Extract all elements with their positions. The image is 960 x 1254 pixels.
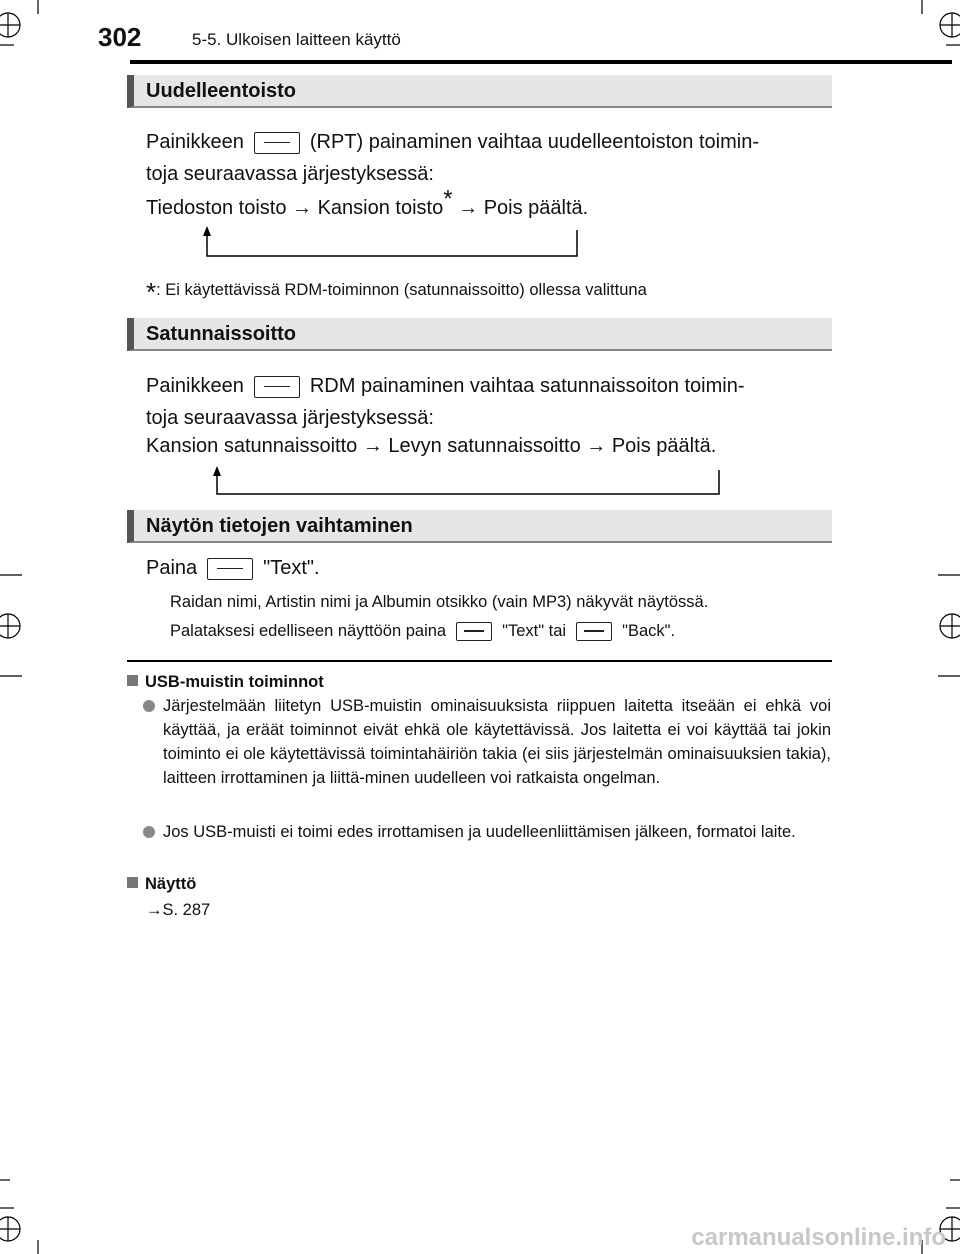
display-sub-2: Palataksesi edelliseen näyttöön paina "Text" tai "Back". (170, 622, 676, 640)
text-button-icon (207, 558, 253, 580)
usb-note-1: Järjestelmään liitetyn USB-muistin ominaisuuksista riippuen laitetta itseään ei ehkä voi käyttää, ja eräät toiminnot eivät ehkä ole käytettävissä. Jos laitetta ei voi käyttää tai jokin toiminto ei ole käytettävissä toimintahäiriön takia (ei siis järjestelmän ominaisuuksien takia), laitteen irrottaminen ja liittä-minen uudelleen voi ratkaista ongelman. (163, 697, 831, 787)
note-title-usb: USB-muistin toiminnot (127, 670, 324, 694)
circle-bullet-icon (143, 826, 155, 838)
display-reference-link[interactable]: →S. 287 (146, 901, 211, 919)
note-title-display: Näyttö (127, 872, 196, 896)
display-sub-1: Raidan nimi, Artistin nimi ja Albumin otsikko (vain MP3) näkyvät näytössä. (170, 593, 709, 611)
arrow-icon: → (362, 435, 383, 457)
notes-rule (127, 660, 832, 662)
cycle-arrow-repeat (195, 222, 595, 262)
usb-note-2: Jos USB-muisti ei toimi edes irrottamisen ja uudelleenliittämisen jälkeen, formatoi laite. (163, 823, 796, 841)
footnote: *: Ei käytettävissä RDM-toiminnon (satunnaissoitto) ollessa valittuna (146, 277, 647, 307)
star-marker: * (443, 185, 453, 213)
repeat-line-3: Tiedoston toisto → Kansion toisto* → Pois päältä. (146, 185, 589, 219)
square-bullet-icon (127, 877, 138, 888)
section-header-display (127, 510, 832, 543)
watermark: carmanualsonline.info (691, 1224, 946, 1251)
display-line-1: Paina "Text". (146, 557, 320, 579)
random-line-3: Kansion satunnaissoitto → Levyn satunnaissoitto → Pois päältä. (146, 435, 717, 457)
section-header-random (127, 318, 832, 351)
section-title: Uudelleentoisto (146, 80, 297, 102)
chapter-title: 5-5. Ulkoisen laitteen käyttö (192, 30, 401, 49)
random-line-2: toja seuraavassa järjestyksessä: (146, 407, 434, 429)
arrow-icon: → (292, 197, 313, 219)
square-bullet-icon (127, 675, 138, 686)
repeat-line-2: toja seuraavassa järjestyksessä: (146, 163, 434, 185)
cycle-arrow-random (205, 462, 735, 502)
random-line-1: Painikkeen RDM painaminen vaihtaa satunnaissoiton toimin- (146, 375, 745, 397)
arrow-icon: → (586, 435, 607, 457)
header-rule (130, 60, 952, 64)
section-header-repeat (127, 75, 832, 108)
circle-bullet-icon (143, 700, 155, 712)
repeat-line-1: Painikkeen (RPT) painaminen vaihtaa uudelleentoiston toimin- (146, 131, 759, 153)
page-number: 302 (98, 22, 142, 52)
rdm-button-icon (254, 376, 300, 398)
section-title: Näytön tietojen vaihtaminen (146, 515, 413, 537)
section-title: Satunnaissoitto (146, 323, 297, 345)
arrow-icon: → (458, 197, 479, 219)
rpt-button-icon (254, 132, 300, 154)
text-button-icon (456, 622, 492, 641)
back-button-icon (576, 622, 612, 641)
